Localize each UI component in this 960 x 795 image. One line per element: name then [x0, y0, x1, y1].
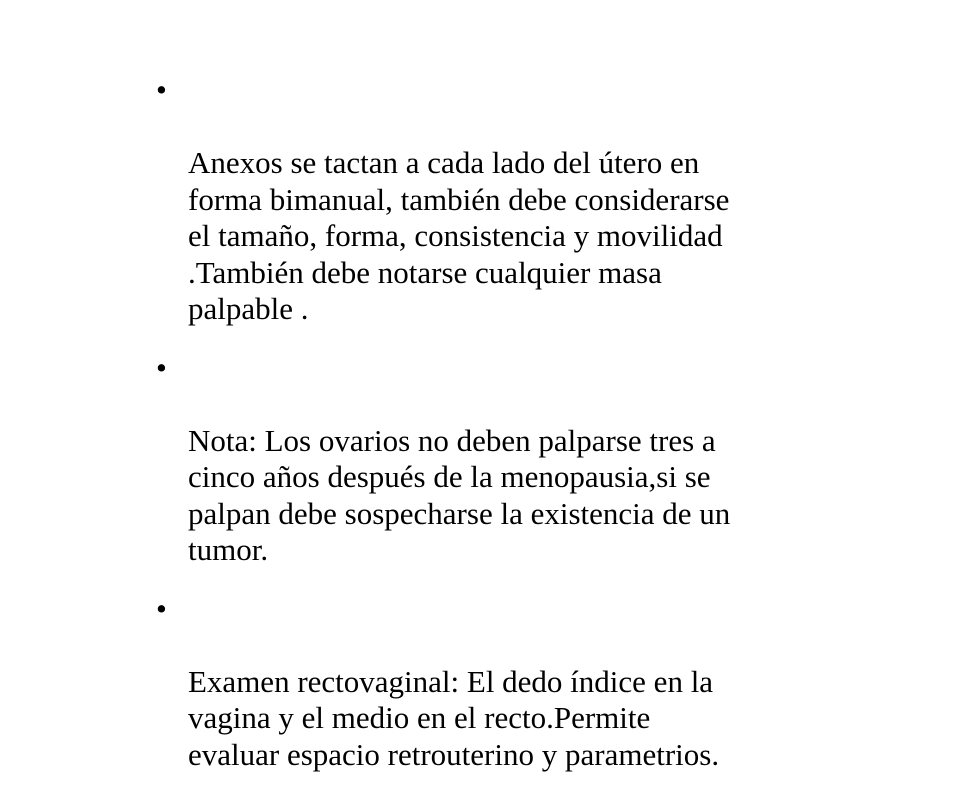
bullet-point-icon: • [156, 349, 167, 385]
bullet-item-anexos [156, 72, 946, 328]
bullet-text: Examen rectovaginal: El dedo índice en la vagina y el medio en el recto.Permite evaluar espacio retrouterino y parametrios. [188, 663, 720, 772]
bullet-item-examen-rectovaginal [156, 591, 946, 774]
bullet-text: Nota: Los ovarios no deben palparse tres a cinco años después de la menopausia,si se palpan debe sospecharse la existencia de un tumor. [188, 422, 731, 567]
bullet-point-icon: • [156, 72, 167, 107]
bullet-point-icon: • [156, 590, 167, 626]
bullet-item-nota [156, 350, 946, 569]
bullet-list [156, 72, 946, 795]
bullet-text: Anexos se tactan a cada lado del útero en forma bimanual, también debe considerarse el tamaño, forma, consistencia y movilidad .También debe notarse cualquier masa palpable . [188, 145, 730, 326]
